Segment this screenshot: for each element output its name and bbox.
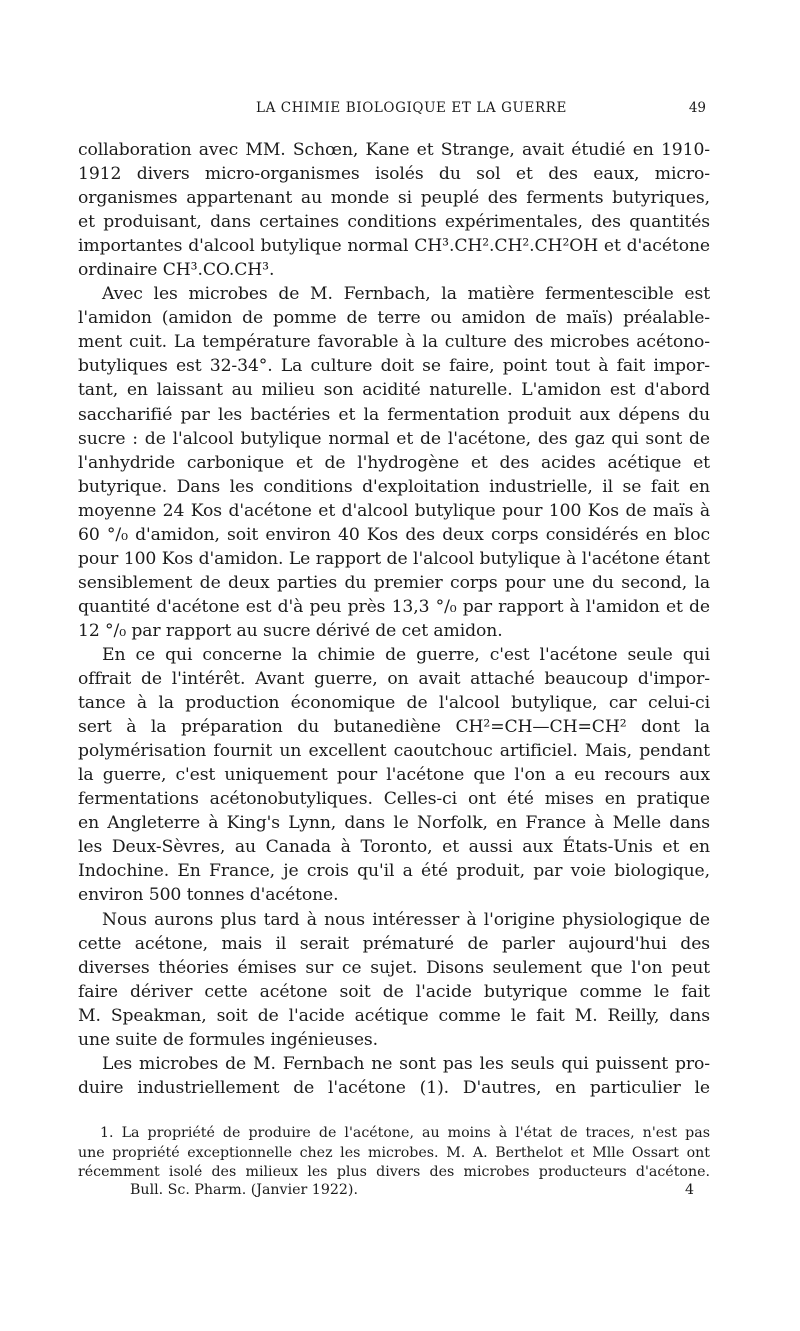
text-line: moyenne 24 Kos d'acétone et d'alcool butylique pour 100 Kos de maïs à xyxy=(78,500,710,521)
text-line: sucre : de l'alcool butylique normal et de l'acétone, des gaz qui sont de xyxy=(78,428,710,449)
text-line: diverses théories émises sur ce sujet. Disons seulement que l'on peut xyxy=(78,957,710,978)
text-line: En ce qui concerne la chimie de guerre, c'est l'acétone seule qui xyxy=(102,644,710,665)
text-line: tance à la production économique de l'alcool butylique, car celui-ci xyxy=(78,693,710,714)
running-head xyxy=(78,100,710,120)
text-line: l'anhydride carbonique et de l'hydrogène et des acides acétique et xyxy=(78,452,710,473)
text-line: importantes d'alcool butylique normal CH³.CH².CH².CH²OH et d'acétone xyxy=(78,236,710,257)
text-line: et produisant, dans certaines conditions expérimentales, des quantités xyxy=(78,212,710,233)
text-line: Nous aurons plus tard à nous intéresser à l'origine physiologique de xyxy=(102,909,710,930)
text-line: faire dériver cette acétone soit de l'acide butyrique comme le fait xyxy=(78,981,710,1002)
text-line: 60 °/₀ d'amidon, soit environ 40 Kos des deux corps considérés en bloc xyxy=(78,524,710,545)
signature-mark: 4 xyxy=(684,1182,694,1198)
text-line: M. Speakman, soit de l'acide acétique comme le fait M. Reilly, dans xyxy=(78,1005,710,1026)
text-line: en Angleterre à King's Lynn, dans le Norfolk, en France à Melle dans xyxy=(78,813,710,834)
text-line: Indochine. En France, je crois qu'il a été produit, par voie biologique, xyxy=(78,861,710,882)
text-line: fermentations acétonobutyliques. Celles-ci ont été mises en pratique xyxy=(78,789,710,810)
body-text xyxy=(78,138,710,1100)
text-line: l'amidon (amidon de pomme de terre ou amidon de maïs) préalable- xyxy=(78,308,710,329)
text-line: ordinaire CH³.CO.CH³. xyxy=(78,260,275,281)
text-line: polymérisation fournit un excellent caoutchouc artificiel. Mais, pendant xyxy=(78,741,710,762)
text-line: tant, en laissant au milieu son acidité naturelle. L'amidon est d'abord xyxy=(78,380,710,401)
text-line: Avec les microbes de M. Fernbach, la matière fermentescible est xyxy=(102,284,710,305)
text-line: les Deux-Sèvres, au Canada à Toronto, et aussi aux États-Unis et en xyxy=(78,837,710,858)
page-footer xyxy=(130,1182,710,1202)
text-line: environ 500 tonnes d'acétone. xyxy=(78,885,339,906)
footnote xyxy=(78,1124,710,1183)
text-line: quantité d'acétone est d'à peu près 13,3 °/₀ par rapport à l'amidon et de xyxy=(78,596,710,617)
text-line: pour 100 Kos d'amidon. Le rapport de l'alcool butylique à l'acétone étant xyxy=(78,548,710,569)
text-line: duire industriellement de l'acétone (1). D'autres, en particulier le xyxy=(78,1077,710,1098)
text-line: cette acétone, mais il serait prématuré de parler aujourd'hui des xyxy=(78,933,710,954)
page-number: 49 xyxy=(688,100,706,116)
text-line: une suite de formules ingénieuses. xyxy=(78,1029,379,1050)
footnote-line: une propriété exceptionnelle chez les microbes. M. A. Berthelot et Mlle Ossart ont xyxy=(78,1144,710,1161)
text-line: Les microbes de M. Fernbach ne sont pas les seuls qui puissent pro- xyxy=(102,1053,710,1074)
document-page xyxy=(78,0,710,1331)
text-line: saccharifié par les bactéries et la fermentation produit aux dépens du xyxy=(78,404,710,425)
footnote-line: 1. La propriété de produire de l'acétone, au moins à l'état de traces, n'est pas xyxy=(100,1125,710,1141)
text-line: 1912 divers micro-organismes isolés du sol et des eaux, micro- xyxy=(78,164,710,185)
text-line: sensiblement de deux parties du premier corps pour une du second, la xyxy=(78,572,710,593)
text-line: organismes appartenant au monde si peuplé des ferments butyriques, xyxy=(78,188,710,209)
text-line: offrait de l'intérêt. Avant guerre, on avait attaché beaucoup d'impor- xyxy=(78,669,710,690)
footnote-line: récemment isolé des milieux les plus divers des microbes producteurs d'acétone. xyxy=(78,1164,710,1180)
journal-reference: Bull. Sc. Pharm. (Janvier 1922). xyxy=(130,1182,358,1198)
text-line: butyrique. Dans les conditions d'exploitation industrielle, il se fait en xyxy=(78,476,710,497)
text-line: ment cuit. La température favorable à la culture des microbes acétono- xyxy=(78,332,710,353)
text-line: 12 °/₀ par rapport au sucre dérivé de cet amidon. xyxy=(78,620,503,641)
text-line: butyliques est 32-34°. La culture doit se faire, point tout à fait impor- xyxy=(78,356,710,377)
text-line: sert à la préparation du butanediène CH²=CH—CH=CH² dont la xyxy=(78,717,710,738)
running-head-title: LA CHIMIE BIOLOGIQUE ET LA GUERRE xyxy=(256,100,567,116)
text-line: collaboration avec MM. Schœn, Kane et Strange, avait étudié en 1910- xyxy=(78,140,710,160)
text-line: la guerre, c'est uniquement pour l'acétone que l'on a eu recours aux xyxy=(78,765,710,786)
